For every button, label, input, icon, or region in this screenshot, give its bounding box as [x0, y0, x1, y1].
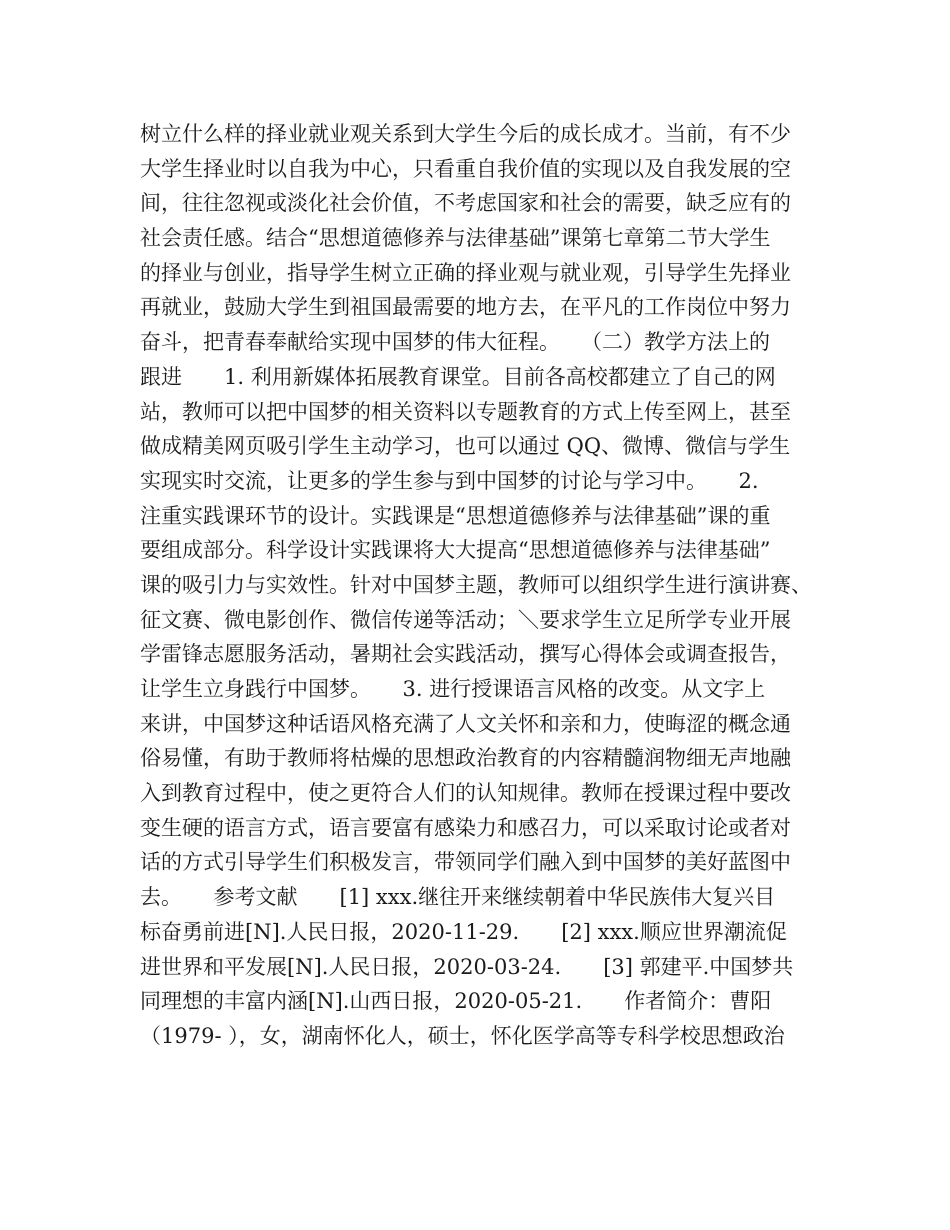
text-line: 让学生立身践行中国梦。 3. 进行授课语言风格的改变。从文字上 [140, 677, 766, 701]
text-line: 做成精美网页吸引学生主动学习，也可以通过 QQ、微博、微信与学生 [140, 434, 791, 459]
text-line: 话的方式引导学生们积极发言，带领同学们融入到中国梦的美好蓝图中 [140, 850, 791, 875]
text-line: 奋斗，把青春奉献给实现中国梦的伟大征程。 （二）教学方法上的 [140, 330, 770, 355]
text-line: 标奋勇前进[N].人民日报，2020-11-29. [2] xxx.顺应世界潮流促 [140, 919, 787, 944]
text-line: 变生硬的语言方式，语言要富有感染力和感召力，可以采取讨论或者对 [140, 815, 791, 840]
text-line: 注重实践课环节的设计。实践课是“思想道德修养与法律基础”课的重 [140, 503, 771, 528]
text-line: 入到教育过程中，使之更符合人们的认知规律。教师在授课过程中要改 [140, 781, 791, 806]
body-text [140, 117, 830, 1054]
text-line: 要组成部分。科学设计实践课将大大提高“思想道德修养与法律基础” [140, 538, 771, 563]
text-line: 间，往往忽视或淡化社会价值，不考虑国家和社会的需要，缺乏应有的 [140, 191, 791, 216]
text-line: 课的吸引力与实效性。针对中国梦主题，教师可以组织学生进行演讲赛、 [140, 572, 812, 597]
text-line: 进世界和平发展[N].人民日报，2020-03-24. [3] 郭建平.中国梦共 [140, 954, 794, 979]
text-line: 大学生择业时以自我为中心，只看重自我价值的实现以及自我发展的空 [140, 156, 791, 181]
text-line: 来讲，中国梦这种话语风格充满了人文关怀和亲和力，使晦涩的概念通 [140, 711, 791, 736]
text-line: 再就业，鼓励大学生到祖国最需要的地方去，在平凡的工作岗位中努力 [140, 295, 791, 320]
text-line: 征文赛、微电影创作、微信传递等活动；＼要求学生立足所学专业开展 [140, 607, 791, 632]
text-line: 的择业与创业，指导学生树立正确的择业观与就业观，引导学生先择业 [140, 260, 791, 285]
text-line: 去。 参考文献 [1] xxx.继往开来继续朝着中华民族伟大复兴目 [140, 885, 776, 910]
text-line: 俗易懂，有助于教师将枯燥的思想政治教育的内容精髓润物细无声地融 [140, 746, 791, 771]
text-line: 学雷锋志愿服务活动，暑期社会实践活动，撰写心得体会或调查报告， [140, 642, 791, 667]
text-line: 社会责任感。结合“思想道德修养与法律基础”课第七章第二节大学生 [140, 226, 771, 251]
text-line: （1979- ），女，湖南怀化人，硕士，怀化医学高等专科学校思想政治 [140, 1023, 785, 1048]
text-line: 实现实时交流，让更多的学生参与到中国梦的讨论与学习中。 2. [140, 468, 759, 493]
text-line: 站，教师可以把中国梦的相关资料以专题教育的方式上传至网上，甚至 [140, 399, 791, 424]
text-line: 同理想的丰富内涵[N].山西日报，2020-05-21. 作者简介：曹阳 [140, 989, 772, 1014]
text-line: 跟进 1. 利用新媒体拓展教育课堂。目前各高校都建立了自己的网 [140, 364, 776, 389]
text-line: 树立什么样的择业就业观关系到大学生今后的成长成才。当前，有不少 [140, 122, 791, 146]
